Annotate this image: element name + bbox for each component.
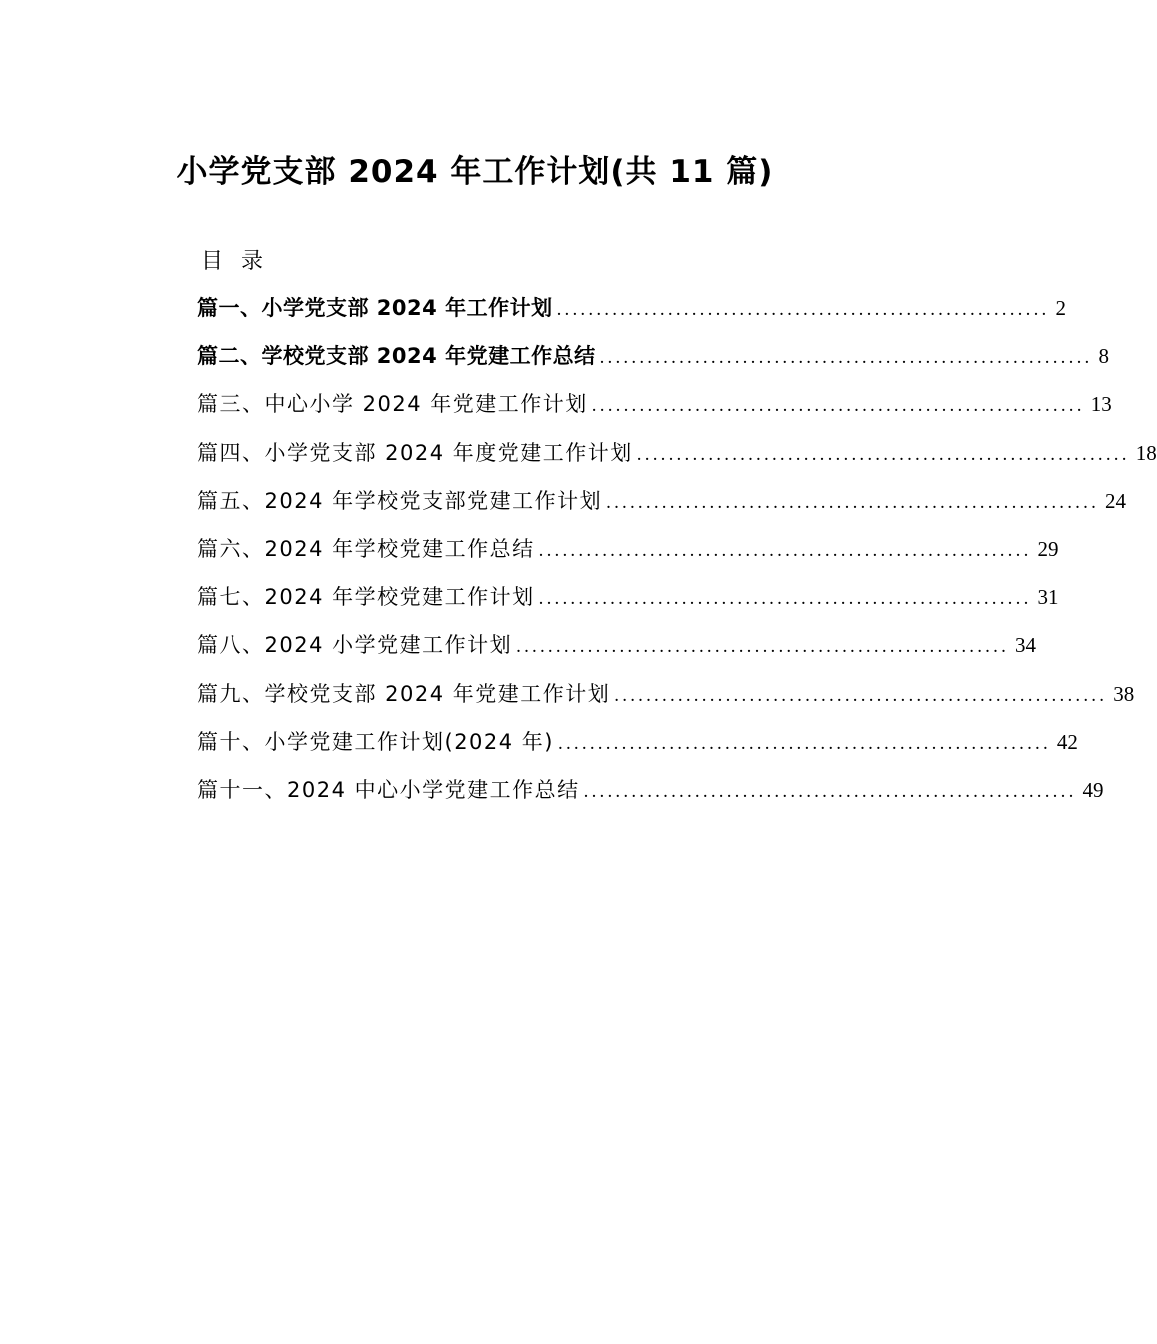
toc-page-number: 29 [1037,536,1059,561]
toc-entry-title: 篇五、2024 年学校党支部党建工作计划 [197,488,603,513]
toc-leader-dots: .............................................................. [538,539,1032,561]
toc-entry[interactable] [197,578,1059,626]
toc-leader-dots: .............................................................. [516,636,1010,658]
toc-page-number: 8 [1098,344,1109,369]
toc-entry[interactable] [197,482,1127,530]
toc-page-number: 2 [1055,296,1066,320]
toc-heading: 目录 [201,249,282,274]
toc-page-number: 24 [1105,488,1127,513]
toc-page-number: 18 [1135,440,1157,465]
toc-entry[interactable] [197,771,1104,819]
toc-page-number: 34 [1015,633,1037,658]
toc-entry[interactable] [197,530,1059,578]
toc-entry[interactable] [197,723,1078,771]
table-of-contents [197,289,1157,819]
toc-leader-dots: .............................................................. [591,395,1085,417]
toc-entry[interactable] [197,385,1112,433]
toc-page-number: 49 [1082,777,1104,802]
toc-page-number: 13 [1090,392,1112,417]
toc-page-number: 42 [1056,729,1078,754]
toc-leader-dots: .............................................................. [636,443,1130,465]
toc-entry-title: 篇六、2024 年学校党建工作总结 [197,536,535,561]
toc-entry-title: 篇四、小学党支部 2024 年度党建工作计划 [197,440,633,465]
toc-entry-title: 篇七、2024 年学校党建工作计划 [197,585,535,610]
toc-entry[interactable] [197,626,1037,674]
toc-page-number: 31 [1037,585,1059,610]
toc-entry-title: 篇二、学校党支部 2024 年党建工作总结 [197,344,596,369]
toc-entry[interactable] [197,434,1157,482]
toc-leader-dots: .............................................................. [583,780,1077,802]
toc-entry-title: 篇八、2024 小学党建工作计划 [197,633,513,658]
document-title: 小学党支部 2024 年工作计划(共 11 篇) [176,154,774,190]
toc-leader-dots: .............................................................. [556,299,1050,320]
toc-entry[interactable] [197,675,1135,723]
toc-leader-dots: .............................................................. [614,684,1108,706]
toc-leader-dots: .............................................................. [538,588,1032,610]
toc-leader-dots: .............................................................. [558,732,1051,754]
toc-entry-title: 篇三、中心小学 2024 年党建工作计划 [197,392,588,417]
toc-leader-dots: .............................................................. [606,491,1100,513]
toc-page-number: 38 [1113,681,1135,706]
toc-entry-title: 篇十、小学党建工作计划(2024 年) [197,729,555,754]
toc-entry-title: 篇九、学校党支部 2024 年党建工作计划 [197,681,611,706]
toc-leader-dots: .............................................................. [599,347,1093,369]
toc-entry-title: 篇一、小学党支部 2024 年工作计划 [197,296,553,320]
toc-entry-title: 篇十一、2024 中心小学党建工作总结 [197,777,580,802]
toc-entry[interactable] [197,337,1109,385]
toc-entry[interactable] [197,289,1066,337]
